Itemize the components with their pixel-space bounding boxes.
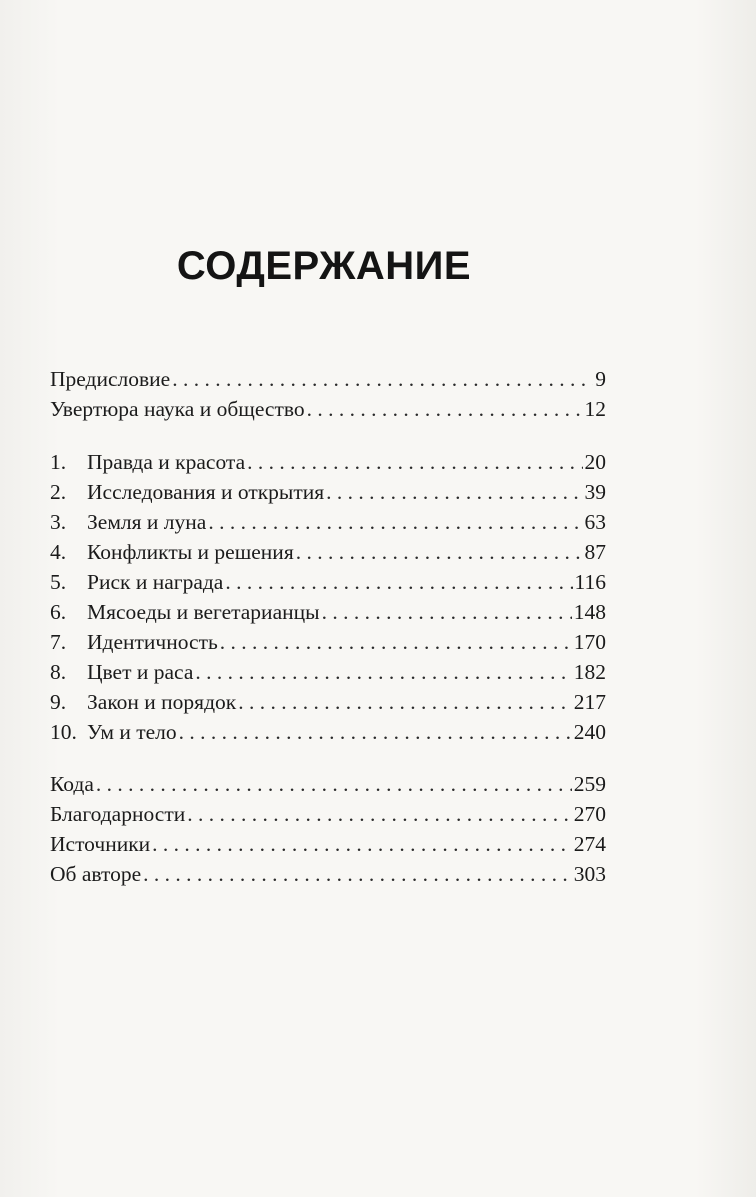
toc-entry-label: Источники [50, 832, 151, 856]
page-title: СОДЕРЖАНИЕ [176, 244, 472, 288]
toc-entry-label: Увертюра наука и общество [50, 397, 305, 421]
toc-entry [50, 859, 606, 889]
toc-chapter-number: 9. [50, 690, 67, 714]
toc-chapter-entry [50, 627, 606, 657]
toc-entry-label: Конфликты и решения [87, 540, 294, 564]
toc-entry-label: Цвет и раса [87, 660, 194, 684]
toc-entry [50, 394, 606, 424]
toc-leader-dots [307, 394, 583, 424]
toc-chapter-entry [50, 477, 606, 507]
toc-entry-page: 182 [573, 660, 606, 684]
toc-entry [50, 364, 606, 394]
toc-entry-label: Правда и красота [87, 450, 246, 474]
toc-leader-dots [96, 769, 572, 799]
toc-leader-dots [238, 687, 572, 717]
toc-entry-page: 240 [573, 720, 606, 744]
toc-entry-label: Земля и луна [87, 510, 207, 534]
toc-chapter-entry [50, 687, 606, 717]
toc-entry-label: Риск и награда [87, 570, 224, 594]
toc-entry-label: Идентичность [87, 630, 218, 654]
toc-entry-label: Кода [50, 772, 94, 796]
toc-entry-page: 63 [584, 510, 606, 534]
toc-leader-dots [225, 567, 572, 597]
section-gap [50, 747, 606, 769]
toc-chapter-number: 3. [50, 510, 67, 534]
toc-chapter-number: 2. [50, 480, 67, 504]
toc-leader-dots [172, 364, 593, 394]
toc-leader-dots [187, 799, 572, 829]
toc-leader-dots [322, 597, 572, 627]
toc-chapter-number: 7. [50, 630, 67, 654]
toc-chapter-number: 5. [50, 570, 67, 594]
toc-leader-dots [326, 477, 582, 507]
toc-entry-label: Благодарности [50, 802, 186, 826]
toc-chapter-entry [50, 537, 606, 567]
toc-entry-page: 39 [584, 480, 606, 504]
toc-entry-page: 148 [573, 600, 606, 624]
toc-entry-label: Об авторе [50, 862, 142, 886]
toc-chapter-entry [50, 597, 606, 627]
toc-chapter-entry [50, 717, 606, 747]
toc-entry-page: 12 [584, 397, 606, 421]
toc-chapter-number: 1. [50, 450, 67, 474]
toc-entry [50, 799, 606, 829]
toc-leader-dots [220, 627, 572, 657]
toc-entry-label: Предисловие [50, 367, 171, 391]
toc-entry-page: 303 [573, 862, 606, 886]
section-gap [50, 424, 606, 447]
toc-chapter-number: 10. [50, 720, 77, 744]
toc-entry-label: Исследования и открытия [87, 480, 325, 504]
toc-entry-page: 170 [573, 630, 606, 654]
toc-chapter-entry [50, 507, 606, 537]
toc-entry [50, 829, 606, 859]
toc-chapter-number: 8. [50, 660, 67, 684]
toc-leader-dots [296, 537, 583, 567]
toc-entry-page: 274 [573, 832, 606, 856]
toc-entry-label: Ум и тело [87, 720, 177, 744]
toc-chapter-entry [50, 447, 606, 477]
toc-chapter-entry [50, 567, 606, 597]
toc-leader-dots [152, 829, 572, 859]
toc-leader-dots [247, 447, 582, 477]
toc-entry [50, 769, 606, 799]
toc-entry-page: 20 [584, 450, 606, 474]
toc-entry-page: 116 [574, 570, 606, 594]
toc-leader-dots [143, 859, 572, 889]
toc-entry-page: 270 [573, 802, 606, 826]
toc-leader-dots [208, 507, 582, 537]
toc-chapter-number: 4. [50, 540, 67, 564]
table-of-contents [50, 364, 606, 889]
toc-leader-dots [195, 657, 571, 687]
toc-chapter-entry [50, 657, 606, 687]
toc-leader-dots [179, 717, 572, 747]
toc-entry-label: Мясоеды и вегетарианцы [87, 600, 320, 624]
toc-entry-page: 87 [584, 540, 606, 564]
toc-entry-page: 259 [573, 772, 606, 796]
toc-entry-page: 9 [595, 367, 606, 391]
toc-entry-label: Закон и порядок [87, 690, 237, 714]
toc-entry-page: 217 [573, 690, 606, 714]
toc-chapter-number: 6. [50, 600, 67, 624]
